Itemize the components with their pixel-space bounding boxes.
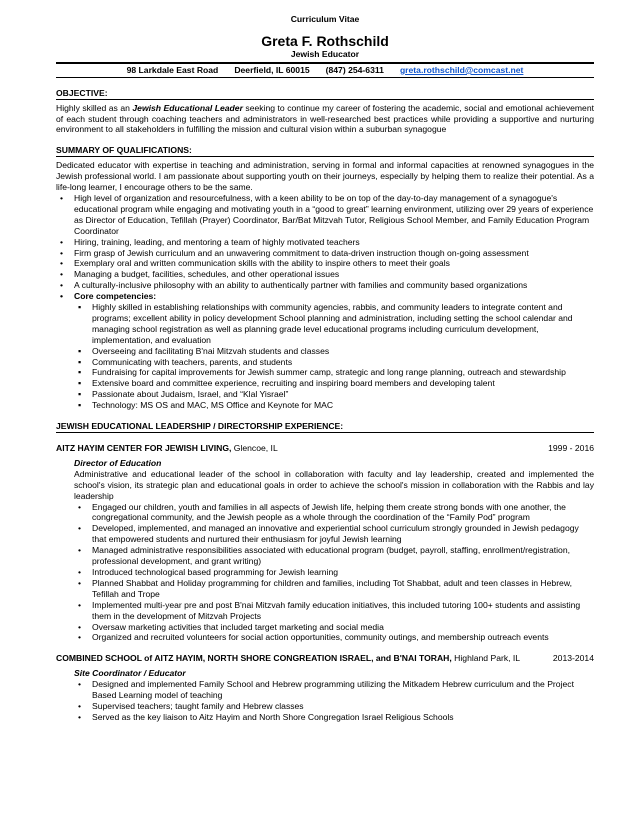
objective-text: Highly skilled as an Jewish Educational Leader seeking to continue my career of fostering the academic, social and emotional achievement of each student through coaching teachers and administrators in well-researched best practices while providing a supportive and nurturing environment to all stakeholders in fulfilling the mission and cultural vision within a suburban synagogue xyxy=(56,102,595,135)
list-item: • Developed, implemented, and managed an innovative and experiential school curriculum strongly grounded in Jewish pedagogy that empowered students and nurtured their enthusiasm for joyful Jewish learning xyxy=(74,523,594,545)
cv-label: Curriculum Vitae xyxy=(290,14,360,24)
resume-page xyxy=(56,14,594,723)
list-item: ▪ Extensive board and committee experience, recruiting and inspiring board members and developing talent xyxy=(74,378,594,389)
core-competencies-list xyxy=(74,302,594,411)
list-item: • Managing a budget, facilities, schedules, and other operational issues xyxy=(56,269,594,280)
address: 98 Larkdale East Road xyxy=(126,64,219,75)
core-competencies-label: • Core competencies: xyxy=(56,291,594,302)
qualifications-intro: Dedicated educator with expertise in teaching and administration, serving in formal and informal capacities at renowned synagogues in the Jewish professional world. I am passionate about supporting youth on their journeys, especially by helping them to realize their potential. As a life-long learner, I encourage others to be the same. xyxy=(56,160,594,193)
job-summary: Administrative and educational leader of the school in collaboration with faculty and lay leadership, created and implemented the school's vision, its strategic plan and educational goals in order to achieve the school's mission in collaboration with the Rabbis and lay leadership xyxy=(74,468,594,501)
list-item: • Organized and recruited volunteers for social action opportunities, community outings, and membership outreach events xyxy=(74,632,594,643)
experience-heading: JEWISH EDUCATIONAL LEADERSHIP / DIRECTORSHIP EXPERIENCE: xyxy=(56,421,594,433)
candidate-name: Greta F. Rothschild xyxy=(261,32,389,49)
list-item: ▪ Overseeing and facilitating B'nai Mitzvah students and classes xyxy=(74,346,594,357)
list-item: • Engaged our children, youth and families in all aspects of Jewish life, helping them create strong bonds with one another, the congregational community, and the Jewish people as a whole through the coordination of the “Family Pod” program xyxy=(74,502,594,524)
list-item: • A culturally-inclusive philosophy with an ability to authentically partner with families and community based organizations xyxy=(56,280,594,291)
list-item: ▪ Highly skilled in establishing relationships with community agencies, rabbis, and community leaders to integrate content and programs; excellent ability in policy development School planning and administration, including setting the school calendar and managing school registration as well as planning grade level educational programs including curriculum development, implementation, and evaluation xyxy=(74,302,594,346)
list-item: ▪ Passionate about Judaism, Israel, and “Klal Yisrael” xyxy=(74,389,594,400)
list-item: ▪ Communicating with teachers, parents, and students xyxy=(74,357,594,368)
objective-emphasis: Jewish Educational Leader xyxy=(132,102,243,113)
email-link[interactable]: greta.rothschild@comcast.net xyxy=(399,64,524,75)
list-item: • Managed administrative responsibilities associated with educational program (budget, payroll, staffing, enrollment/registration, professional development, and grant writing) xyxy=(74,545,594,567)
list-item: ▪ Technology: MS OS and MAC, MS Office and Keynote for MAC xyxy=(74,400,594,411)
list-item: ▪ Fundraising for capital improvements for Jewish summer camp, strategic and long range planning, outreach and stewardship xyxy=(74,367,594,378)
list-item: • Supervised teachers; taught family and Hebrew classes xyxy=(74,701,594,712)
list-item: • Planned Shabbat and Holiday programming for children and families, including Tot Shabbat, adult and teen classes in Hebrew, Tefillah and Trope xyxy=(74,578,594,600)
contact-rule xyxy=(56,77,594,78)
job-org-line: AITZ HAYIM CENTER FOR JEWISH LIVING, Glencoe, IL xyxy=(56,443,278,453)
job-role: Director of Education xyxy=(74,457,162,468)
list-item: • Oversaw marketing activities that included target marketing and social media xyxy=(74,622,594,633)
contact-line xyxy=(56,64,594,77)
list-item: • Firm grasp of Jewish curriculum and an unwavering commitment to data-driven instruction though on-going assessment xyxy=(56,248,594,259)
list-item: • Served as the key liaison to Aitz Hayim and North Shore Congregation Israel Religious Schools xyxy=(74,712,594,723)
phone: (847) 254-6311 xyxy=(325,64,384,75)
list-item: • Introduced technological based programming for Jewish learning xyxy=(74,567,594,578)
job-bullets xyxy=(74,502,594,644)
job-dates: 1999 - 2016 xyxy=(548,443,594,453)
qualifications-heading: SUMMARY OF QUALIFICATIONS: xyxy=(56,145,594,157)
list-item: • High level of organization and resourcefulness, with a keen ability to be on top of the day-to-day management of a synagogue's educational program while engaging and motivating youth in a “good to great” learning environment, utilizing over 29 years of experience as Director of Education, Tefillah (Prayer) Coordinator, Bar/Bat Mitzvah Tutor, Religious School Member, and Family Education Program Coordinator xyxy=(56,193,594,237)
job-bullets xyxy=(74,679,594,723)
job-org-line: COMBINED SCHOOL of AITZ HAYIM, NORTH SHORE CONGREATION ISRAEL, and B'NAI TORAH, Highland Park, IL xyxy=(56,653,521,664)
job-dates: 2013-2014 xyxy=(552,653,594,664)
list-item: • Hiring, training, leading, and mentoring a team of highly motivated teachers xyxy=(56,237,594,248)
job-header xyxy=(56,443,594,454)
qualifications-list xyxy=(56,193,594,302)
list-item: • Implemented multi-year pre and post B'nai Mitzvah family education initiatives, this included tutoring 100+ students and assisting them in the development of Mitzvah Projects xyxy=(74,600,594,622)
job-header xyxy=(56,653,594,664)
candidate-title: Jewish Educator xyxy=(290,48,360,59)
list-item: • Exemplary oral and written communication skills with the ability to inspire others to meet their goals xyxy=(56,258,594,269)
city: Deerfield, IL 60015 xyxy=(234,64,310,75)
objective-heading: OBJECTIVE: xyxy=(56,88,594,100)
job-role: Site Coordinator / Educator xyxy=(74,668,186,679)
list-item: • Designed and implemented Family School and Hebrew programming utilizing the Mitkadem Hebrew curriculum and the Project Based Learning model of teaching xyxy=(74,679,594,701)
